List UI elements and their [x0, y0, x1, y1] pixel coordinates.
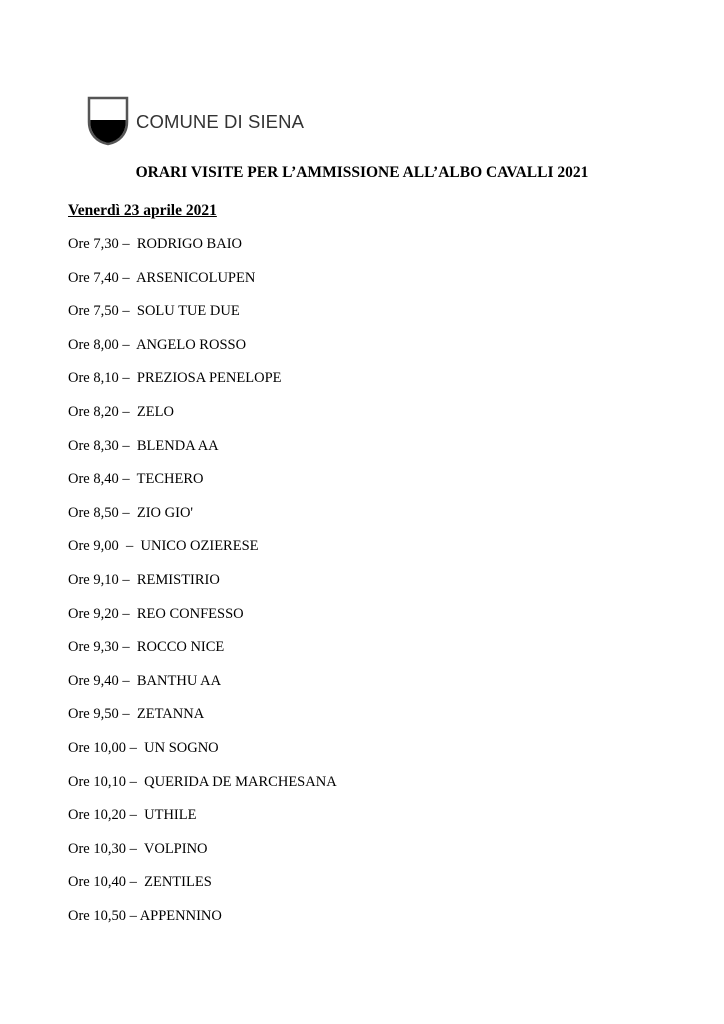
schedule-entry	[68, 269, 337, 303]
horse-name: PREZIOSA PENELOPE	[136, 370, 282, 387]
visit-time: Ore 10,30	[68, 840, 126, 857]
separator: –	[118, 303, 137, 320]
horse-name: RODRIGO BAIO	[136, 236, 242, 252]
schedule-entry	[68, 470, 337, 504]
horse-name: REMISTIRIO	[136, 571, 220, 588]
separator: –	[118, 437, 137, 454]
schedule-entry	[68, 504, 337, 538]
date-heading: Venerdì 23 aprile 2021	[68, 202, 217, 219]
schedule-entry	[68, 302, 337, 336]
separator: –	[118, 269, 137, 286]
visit-time: Ore 10,00	[68, 739, 126, 756]
visit-time: Ore 8,00	[68, 336, 119, 353]
siena-shield-icon	[86, 96, 130, 146]
schedule-entry	[68, 840, 337, 874]
visit-time: Ore 9,30	[68, 639, 119, 656]
separator: –	[118, 370, 137, 387]
separator: –	[118, 336, 137, 353]
schedule-entry	[68, 537, 337, 571]
horse-name: BANTHU AA	[136, 672, 222, 689]
visit-time: Ore 8,40	[68, 471, 119, 488]
separator: –	[118, 471, 137, 488]
horse-name: SOLU TUE DUE	[136, 303, 240, 320]
separator: –	[126, 840, 144, 857]
separator: –	[118, 236, 137, 252]
horse-name: APPENNINO	[139, 907, 222, 924]
horse-name: BLENDA AA	[136, 437, 219, 454]
logo-text: COMUNE DI SIENA	[136, 111, 305, 132]
horse-name: UNICO OZIERESE	[140, 538, 259, 555]
visit-time: Ore 8,20	[68, 403, 119, 420]
schedule-entry	[68, 235, 337, 269]
separator: –	[118, 672, 137, 689]
schedule-entry	[68, 638, 337, 672]
separator: –	[126, 874, 145, 891]
separator: –	[118, 605, 137, 622]
separator: –	[126, 907, 140, 924]
schedule-entry	[68, 403, 337, 437]
horse-name: REO CONFESSO	[136, 605, 244, 622]
horse-name: UN SOGNO	[144, 739, 219, 756]
schedule-entry	[68, 437, 337, 471]
horse-name: ZENTILES	[144, 874, 212, 891]
visit-time: Ore 9,10	[68, 571, 119, 588]
schedule-entry	[68, 672, 337, 706]
visit-time: Ore 8,30	[68, 437, 119, 454]
separator: –	[118, 403, 137, 420]
visit-time: Ore 10,50	[68, 907, 126, 924]
comune-di-siena-logo	[86, 96, 304, 146]
visit-time: Ore 10,20	[68, 807, 126, 824]
horse-name: VOLPINO	[143, 840, 208, 857]
horse-name: QUERIDA DE MARCHESANA	[144, 773, 337, 790]
schedule-entry	[68, 605, 337, 639]
document-title: ORARI VISITE PER L’AMMISSIONE ALL’ALBO CAVALLI 2021	[135, 164, 589, 181]
visit-time: Ore 9,00	[68, 538, 119, 555]
schedule-entry	[68, 739, 337, 773]
visit-time: Ore 7,50	[68, 303, 119, 320]
visit-schedule-list	[68, 235, 337, 940]
visit-time: Ore 8,50	[68, 504, 119, 521]
schedule-entry	[68, 907, 337, 941]
separator: –	[118, 571, 137, 588]
schedule-entry	[68, 336, 337, 370]
separator: –	[126, 739, 145, 756]
separator: –	[118, 538, 141, 555]
schedule-entry	[68, 369, 337, 403]
horse-name: ROCCO NICE	[136, 639, 225, 656]
separator: –	[126, 807, 145, 824]
schedule-entry	[68, 705, 337, 739]
visit-time: Ore 10,40	[68, 874, 126, 891]
visit-time: Ore 7,30	[68, 236, 119, 252]
visit-time: Ore 9,40	[68, 672, 119, 689]
schedule-entry	[68, 806, 337, 840]
schedule-entry	[68, 773, 337, 807]
horse-name: ZELO	[136, 403, 174, 420]
horse-name: ARSENICOLUPEN	[136, 269, 256, 286]
horse-name: UTHILE	[144, 807, 197, 824]
visit-time: Ore 9,50	[68, 706, 119, 723]
visit-time: Ore 10,10	[68, 773, 126, 790]
separator: –	[118, 706, 137, 723]
horse-name: TECHERO	[136, 471, 204, 488]
horse-name: ZIO GIO'	[136, 504, 194, 521]
horse-name: ZETANNA	[136, 706, 205, 723]
schedule-entry	[68, 873, 337, 907]
visit-time: Ore 7,40	[68, 269, 119, 286]
schedule-entry	[68, 571, 337, 605]
separator: –	[118, 504, 137, 521]
separator: –	[118, 639, 137, 656]
separator: –	[126, 773, 145, 790]
visit-time: Ore 9,20	[68, 605, 119, 622]
horse-name: ANGELO ROSSO	[136, 336, 247, 353]
visit-time: Ore 8,10	[68, 370, 119, 387]
